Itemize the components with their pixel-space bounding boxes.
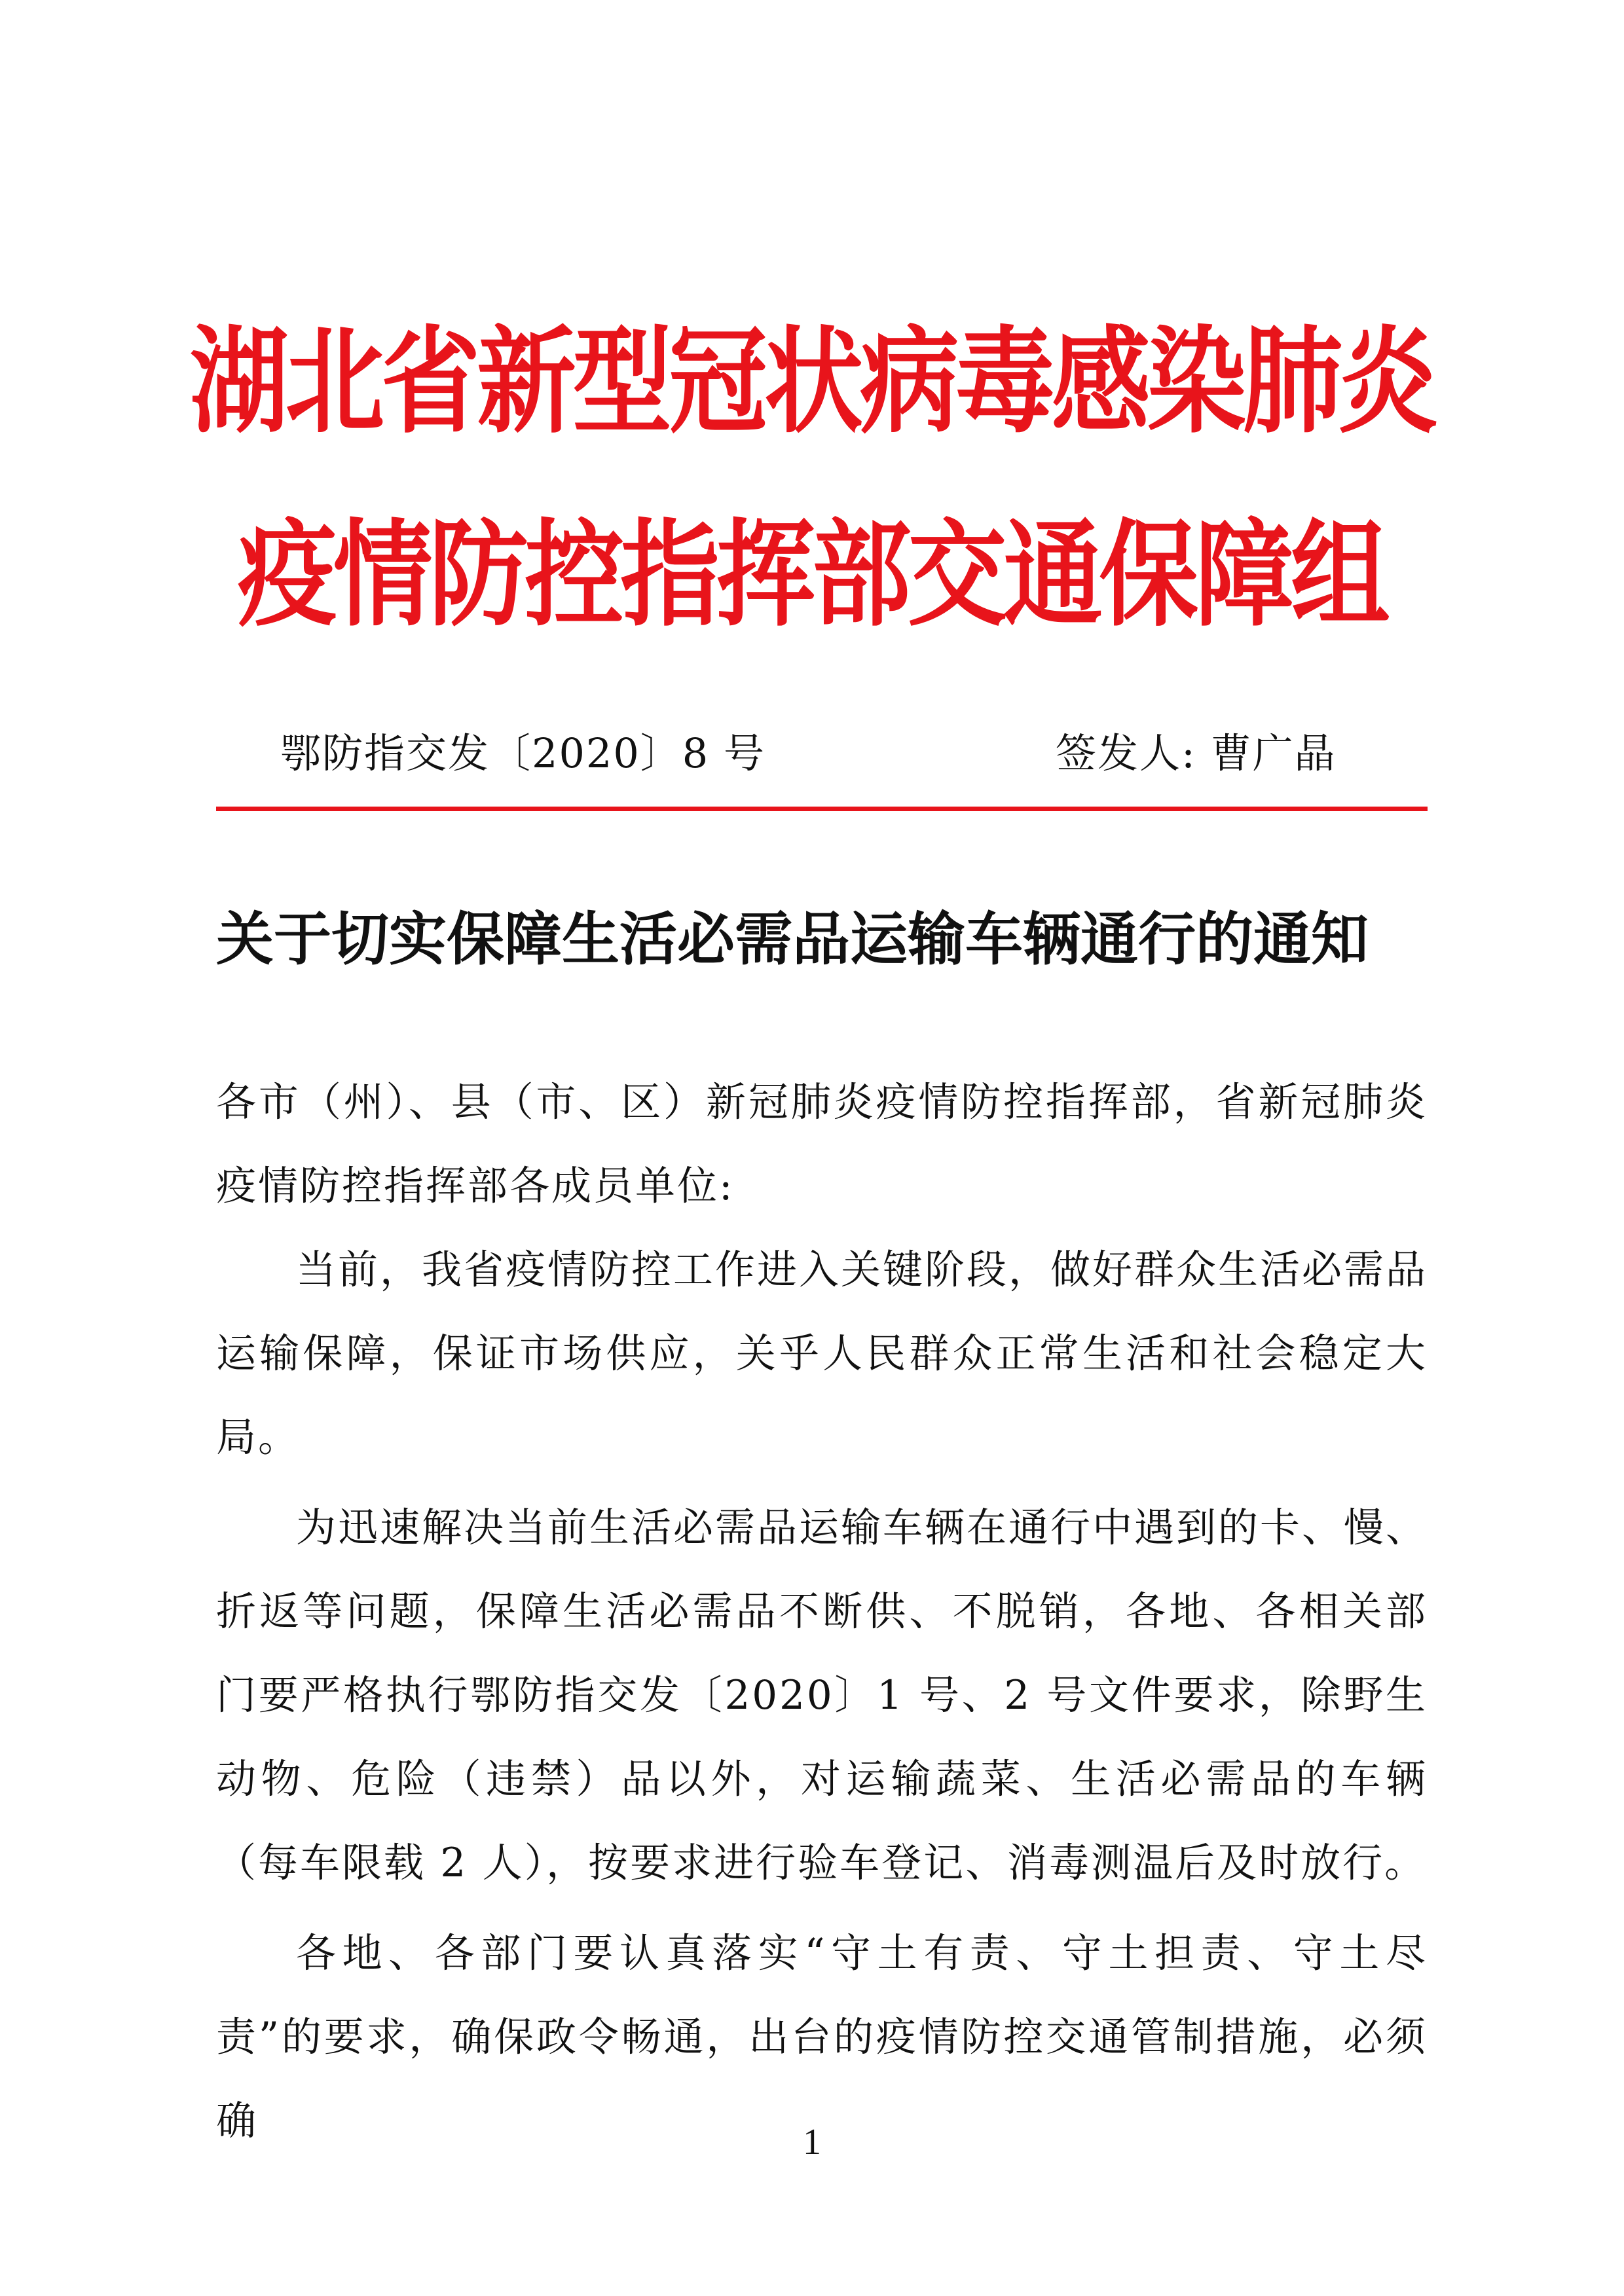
paragraph-2: 为迅速解决当前生活必需品运输车辆在通行中遇到的卡、慢、折返等问题，保障生活必需品不断供、不脱销，各地、各相关部门要严格执行鄂防指交发〔2020〕1 号、2 号文件要求，除野生动物、危险（违禁）品以外，对运输蔬菜、生活必需品的车辆（每车限载 2 人），按要求进行验车登记、消毒测温后及时放行。: [216, 1504, 1428, 1886]
issuing-authority-line-2: 疫情防控指挥部交通保障组: [237, 507, 1387, 642]
notice-title: 关于切实保障生活必需品运输车辆通行的通知: [216, 905, 1369, 973]
issuing-authority-line-1: 湖北省新型冠状病毒感染肺炎: [189, 314, 1435, 449]
paragraph-1: 当前，我省疫情防控工作进入关键阶段，做好群众生活必需品运输保障，保证市场供应，关乎人民群众正常生活和社会稳定大局。: [216, 1247, 1428, 1461]
document-number: 鄂防指交发〔2020〕8 号: [280, 729, 766, 777]
notice-body: [216, 1061, 1428, 2163]
paragraph-3: 各地、各部门要认真落实“守土有责、守土担责、守土尽责”的要求，确保政令畅通，出台的疫情防控交通管制措施，必须确: [216, 1930, 1428, 2144]
addressee: 各市（州）、县（市、区）新冠肺炎疫情防控指挥部，省新冠肺炎疫情防控指挥部各成员单位:: [216, 1079, 1428, 1209]
signer: 签发人: 曹广晶: [1056, 729, 1337, 777]
page-number: 1: [803, 2122, 821, 2162]
red-separator-line: [216, 807, 1428, 811]
